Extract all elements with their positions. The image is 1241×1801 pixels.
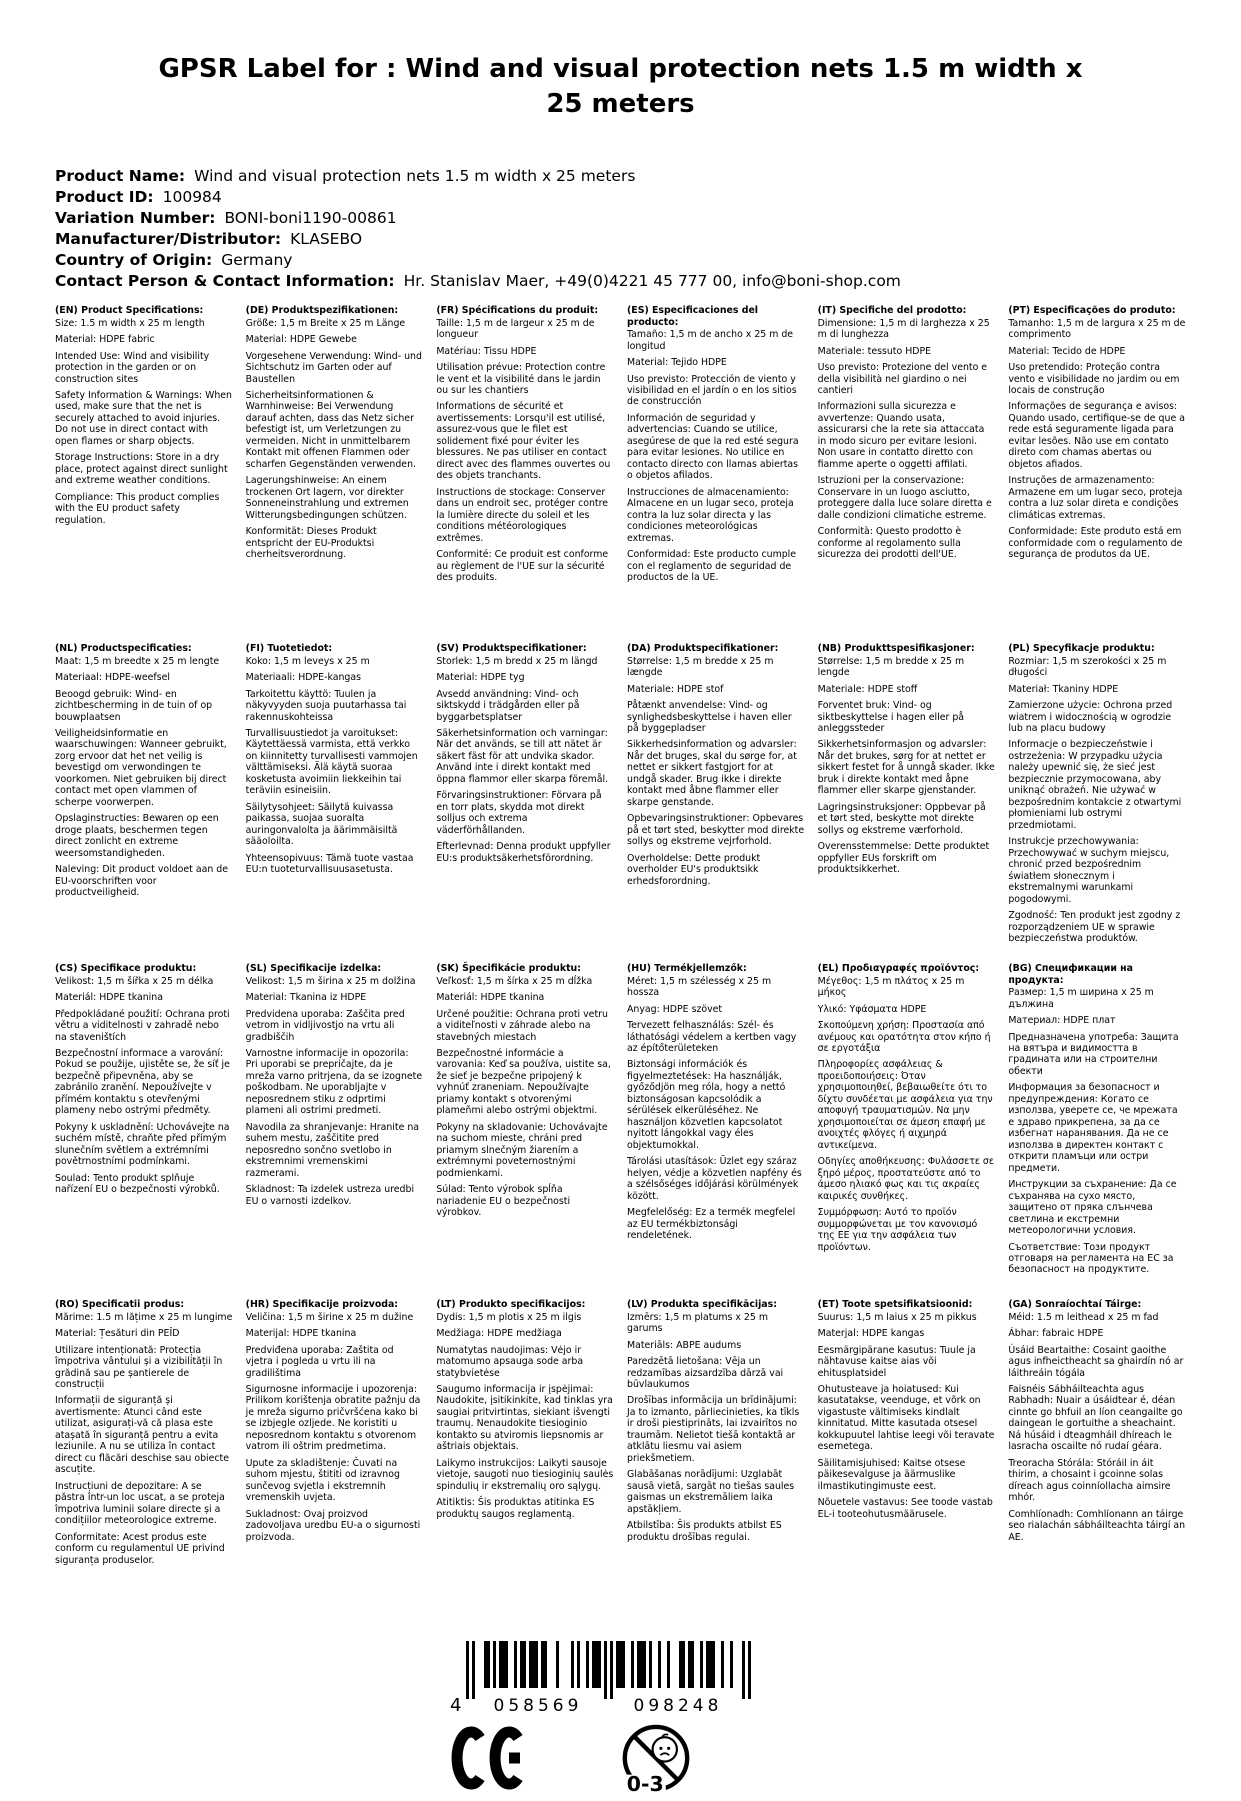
age-range-text: 0-3 bbox=[626, 1772, 664, 1797]
spec-block-title: (FI) Tuotetiedot: bbox=[245, 643, 333, 655]
spec-paragraph: Suurus: 1,5 m laius x 25 m pikkus bbox=[817, 1311, 977, 1323]
product-info-row bbox=[55, 273, 1186, 289]
spec-paragraph: Υλικό: Υφάσματα HDPE bbox=[817, 1003, 927, 1015]
product-info-row bbox=[55, 210, 1186, 226]
spec-paragraph: Material: HDPE fabric bbox=[55, 334, 155, 346]
spec-paragraph: Informații de siguranță și avertismente: Atunci când este utilizat, asigurați-vă că plasa este atașată în siguranță pentru a evita leziunile. A nu se utiliza în contact direct cu flăcări deschise sau obiecte ascuțite. bbox=[55, 1395, 229, 1476]
spec-paragraph: Biztonsági információk és figyelmeztetések: Ha használják, győződjön meg róla, hogy a nettó biztonságosan kapcsolódik a sérülések elkerüléséhez. Ne használjon közvetlen kapcsolatot nyitott lángokkal vagy éles objektumokkal. bbox=[627, 1059, 786, 1151]
spec-paragraph: Materiaali: HDPE-kangas bbox=[245, 672, 361, 684]
spec-paragraph: Sigurnosne informacije i upozorenja: Prilikom korištenja obratite pažnju da je mreža sigurno pričvršćena kako bi se izbjegle ozljede. Ne koristiti u neposrednom kontaktu s otvorenom vatrom ili oštrim predmetima. bbox=[245, 1384, 421, 1453]
spec-paragraph: Tamaño: 1,5 m de ancho x 25 m de longitud bbox=[627, 329, 794, 352]
spec-paragraph: Dimensione: 1,5 m di larghezza x 25 m di lunghezza bbox=[817, 317, 990, 341]
spec-paragraph: Material: Țesături din PEÎD bbox=[55, 1328, 180, 1340]
spec-paragraph: Materiál: HDPE tkanina bbox=[55, 992, 163, 1004]
spec-paragraph: Säilytysohjeet: Säilytä kuivassa paikassa, suojaa suoralta auringonvalolta ja äärimmäisiltä sääoloilta. bbox=[245, 801, 398, 848]
age-warning-0-3-icon bbox=[619, 1723, 693, 1801]
spec-paragraph: Atbilstība: Šis produkts atbilst ES produktu drošības regulai. bbox=[627, 1520, 782, 1543]
spec-paragraph: Soulad: Tento produkt splňuje nařízení EU o bezpečnosti výrobků. bbox=[55, 1172, 220, 1196]
spec-paragraph: Dydis: 1,5 m plotis x 25 m ilgis bbox=[436, 1311, 582, 1323]
spec-grid bbox=[55, 305, 1186, 1571]
spec-block-et bbox=[818, 1299, 996, 1571]
spec-paragraph: Utilisation prévue: Protection contre le vent et la visibilité dans le jardin ou sur les chantiers bbox=[436, 362, 606, 396]
spec-block-da bbox=[627, 643, 805, 963]
spec-paragraph: Predviđena uporaba: Zaštita od vjetra i pogleda u vrtu ili na gradilištima bbox=[245, 1344, 394, 1379]
field-value: KLASEBO bbox=[290, 230, 363, 249]
spec-paragraph: Izmērs: 1,5 m platums x 25 m garums bbox=[627, 1311, 768, 1335]
spec-paragraph: Lagerungshinweise: An einem trockenen Ort lagern, vor direkter Sonneneinstrahlung und extremen Witterungsbedingungen schützen. bbox=[245, 475, 409, 521]
spec-block-title: (PT) Especificações do produto: bbox=[1008, 305, 1176, 317]
spec-paragraph: Sikkerhetsinformasjon og advarsler: Når det brukes, sørg for at nettet er sikkert festet for å unngå skader. Ikke bruk i direkte kontakt med åpne flammer eller skarpe gjenstander. bbox=[817, 739, 995, 797]
spec-block-title: (BG) Спецификации на продукта: bbox=[1008, 963, 1133, 986]
spec-block-title: (EN) Product Specifications: bbox=[55, 305, 204, 317]
spec-paragraph: Uso pretendido: Proteção contra vento e visibilidade no jardim ou em locais de construção bbox=[1008, 362, 1180, 396]
spec-block-pl bbox=[1008, 643, 1186, 963]
spec-block-sv bbox=[436, 643, 614, 963]
spec-paragraph: Paredzētā lietošana: Vēja un redzamības aizsardzība dārzā vai būvlaukumos bbox=[627, 1356, 784, 1390]
spec-paragraph: Pokyny na skladovanie: Uchovávajte na suchom mieste, chráni pred priamym slnečným žiarením a extrémnymi poveternostnými podmienkami. bbox=[436, 1121, 608, 1179]
product-info-row bbox=[55, 189, 1186, 205]
spec-paragraph: Materjal: HDPE kangas bbox=[817, 1328, 925, 1340]
spec-block-lv bbox=[627, 1299, 805, 1571]
barcode-group2: 098248 bbox=[633, 1696, 723, 1717]
spec-paragraph: Súlad: Tento výrobok spĺňa nariadenie EU o bezpečnosti výrobkov. bbox=[436, 1184, 571, 1219]
spec-paragraph: Rozmiar: 1,5 m szerokości x 25 m długości bbox=[1008, 655, 1167, 679]
spec-paragraph: Sicherheitsinformationen & Warnhinweise: Bei Verwendung darauf achten, dass das Netz sicher befestigt ist, um Verletzungen zu vermeiden. Nicht in unmittelbarem Kontakt mit offenen Flammen oder scharfen Gegenständen verwenden. bbox=[245, 390, 416, 470]
spec-paragraph: Skladnost: Ta izdelek ustreza uredbi EU o varnosti izdelkov. bbox=[245, 1184, 415, 1207]
spec-paragraph: Informations de sécurité et avertissements: Lorsqu'il est utilisé, assurez-vous que le filet est solidement fixé pour éviter les blessures. Ne pas utiliser en contact direct avec des flammes ouvertes ou des objets tranchants. bbox=[436, 401, 611, 482]
spec-paragraph: Úsáid Beartaithe: Cosaint gaoithe agus infheictheacht sa ghairdín nó ar láithreáin tógála bbox=[1008, 1344, 1184, 1379]
spec-paragraph: Μέγεθος: 1,5 m πλάτος x 25 m μήκος bbox=[817, 975, 965, 999]
spec-paragraph: Tarkoitettu käyttö: Tuulen ja näkyvyyden suoja puutarhassa tai rakennuskohteissa bbox=[245, 688, 407, 723]
spec-paragraph: Yhteensopivuus: Tämä tuote vastaa EU:n tuoteturvallisuusasetusta. bbox=[245, 852, 414, 876]
ce-mark-icon bbox=[453, 1723, 533, 1793]
spec-paragraph: Uso previsto: Protección de viento y visibilidad en el jardín o en los sitios de construcción bbox=[627, 373, 797, 408]
spec-paragraph: Размер: 1,5 m ширина x 25 m дължина bbox=[1008, 987, 1154, 1010]
spec-block-en bbox=[55, 305, 233, 643]
spec-paragraph: Opslaginstructies: Bewaren op een droge plaats, beschermen tegen direct zonlicht en extreme weersomstandigheden. bbox=[55, 813, 219, 859]
product-info-row bbox=[55, 252, 1186, 268]
spec-paragraph: Съответствие: Този продукт отговаря на регламента на ЕС за безопасност на продуктите. bbox=[1008, 1241, 1174, 1276]
page-title: GPSR Label for : Wind and visual protection nets 1.5 m width x 25 meters bbox=[158, 54, 1083, 120]
spec-paragraph: Storage Instructions: Store in a dry place, protect against direct sunlight and extreme weather conditions. bbox=[55, 452, 228, 487]
spec-block-title: (CS) Specifikace produktu: bbox=[55, 963, 197, 975]
spec-paragraph: Vorgesehene Verwendung: Wind- und Sichtschutz im Garten oder auf Baustellen bbox=[245, 350, 422, 385]
spec-block-el bbox=[818, 963, 996, 1299]
field-label: Contact Person & Contact Information: bbox=[55, 272, 395, 291]
spec-paragraph: Информация за безопасност и предупреждения: Когато се използва, уверете се, че мрежата е здраво прикрепена, за да се избегнат наранявания. Да не се използва в директен контакт с открити пламъци или остри предмети. bbox=[1008, 1082, 1178, 1174]
spec-block-title: (LV) Produkta specifikācijas: bbox=[627, 1299, 777, 1311]
spec-paragraph: Nõuetele vastavus: See toode vastab EL-i tooteohutusmäärusele. bbox=[817, 1497, 993, 1520]
spec-paragraph: Conformidad: Este producto cumple con el reglamento de seguridad de productos de la UE. bbox=[627, 549, 797, 584]
spec-paragraph: Megfelelőség: Ez a termék megfelel az EU termékbiztonsági rendeletének. bbox=[627, 1207, 796, 1242]
spec-paragraph: Maat: 1,5 m breedte x 25 m lengte bbox=[55, 655, 220, 667]
spec-paragraph: Předpokládané použití: Ochrana proti větru a viditelnosti v zahradě nebo na staveništích bbox=[55, 1008, 230, 1043]
spec-paragraph: Bezpečnostní informace a varování: Pokud se použije, ujistěte se, že síť je bezpečně připevněna, aby se zabránilo zranění. Nepoužívejte v přímém kontaktu s otevřenými plameny nebo ostrými předměty. bbox=[55, 1048, 230, 1117]
spec-paragraph: Forventet bruk: Vind- og siktbeskyttelse i hagen eller på anleggssteder bbox=[817, 700, 965, 734]
spec-paragraph: Avsedd användning: Vind- och siktskydd i trädgården eller på byggarbetsplatser bbox=[436, 688, 580, 723]
spec-paragraph: Conformité: Ce produit est conforme au règlement de l'UE sur la sécurité des produits. bbox=[436, 549, 609, 584]
spec-paragraph: Materijal: HDPE tkanina bbox=[245, 1328, 357, 1340]
spec-paragraph: Upute za skladištenje: Čuvati na suhom mjestu, štititi od izravnog sunčevog svjetla i ekstremnih vremenskih uvjeta. bbox=[245, 1457, 400, 1504]
spec-paragraph: Instrucțiuni de depozitare: A se păstra într-un loc uscat, a se proteja împotriva luminii solare directe și a condițiilor meteorologice extreme. bbox=[55, 1480, 225, 1527]
spec-block-title: (LT) Produkto specifikacijos: bbox=[436, 1299, 586, 1311]
spec-paragraph: Material: Tkanina iz HDPE bbox=[245, 992, 367, 1004]
spec-block-nl bbox=[55, 643, 233, 963]
product-info-row bbox=[55, 231, 1186, 247]
spec-block-ro bbox=[55, 1299, 233, 1571]
spec-paragraph: Treoracha Stórála: Stóráil in áit thirim, a chosaint i gcoinne solas díreach agus coinníollacha aimsire mhór. bbox=[1008, 1457, 1171, 1504]
field-label: Product ID: bbox=[55, 188, 154, 207]
spec-block-title: (ET) Toote spetsifikatsioonid: bbox=[817, 1299, 973, 1311]
spec-paragraph: Beoogd gebruik: Wind- en zichtbescherming in de tuin of op bouwplaatsen bbox=[55, 688, 213, 723]
spec-paragraph: Storlek: 1,5 m bredd x 25 m längd bbox=[436, 655, 598, 667]
spec-paragraph: Material: HDPE tyg bbox=[436, 672, 525, 684]
spec-paragraph: Säkerhetsinformation och varningar: När det används, se till att nätet är säkert fäst för att undvika skador. Använd inte i direkt kontakt med öppna flammor eller skarpa föremål. bbox=[436, 728, 609, 785]
spec-paragraph: Turvallisuustiedot ja varoitukset: Käytettäessä varmista, että verkko on kiinnitetty turvallisesti vammojen välttämiseksi. Älä käytä suoraa kosketusta avoimiin liekkeihin tai teräviin esineisiin. bbox=[245, 728, 418, 797]
spec-block-title: (HR) Specifikacije proizvoda: bbox=[245, 1299, 399, 1311]
spec-paragraph: Zgodność: Ten produkt jest zgodny z rozporządzeniem UE w sprawie bezpieczeństwa produktów. bbox=[1008, 910, 1181, 944]
spec-paragraph: Veľkosť: 1,5 m šírka x 25 m dĺžka bbox=[436, 975, 593, 987]
spec-paragraph: Intended Use: Wind and visibility protection in the garden or on construction sites bbox=[55, 350, 210, 385]
spec-paragraph: Tamanho: 1,5 m de largura x 25 m de comprimento bbox=[1008, 317, 1186, 341]
spec-paragraph: Materiál: HDPE tkanina bbox=[436, 992, 545, 1004]
spec-block-title: (SV) Produktspecifikationer: bbox=[436, 643, 587, 655]
spec-paragraph: Navodila za shranjevanje: Hranite na suhem mestu, zaščitite pred neposredno sončno svetlobo in ekstremnimi vremenskimi razmerami. bbox=[245, 1121, 420, 1179]
spec-block-hr bbox=[246, 1299, 424, 1571]
spec-paragraph: Материал: HDPE плат bbox=[1008, 1015, 1116, 1027]
spec-paragraph: Veličina: 1,5 m širine x 25 m dužine bbox=[245, 1311, 414, 1323]
spec-paragraph: Informacje o bezpieczeństwie i ostrzeżenia: W przypadku użycia należy upewnić się, że sieć jest bezpiecznie przymocowana, aby uniknąć obrażeń. Nie używać w bezpośrednim kontakcie z otwartymi płomieniami lub ostrymi przedmiotami. bbox=[1008, 739, 1182, 831]
spec-paragraph: Información de seguridad y advertencias: Cuando se utilice, asegúrese de que la red esté segura para evitar lesiones. No utilice en contacto directo con llamas abiertas o objetos afilados. bbox=[627, 412, 799, 482]
spec-paragraph: Safety Information & Warnings: When used, make sure that the net is securely attached to avoid injuries. Do not use in direct contact with open flames or sharp objects. bbox=[55, 390, 232, 447]
barcode bbox=[448, 1641, 760, 1715]
spec-paragraph: Eesmärgipärane kasutus: Tuule ja nähtavuse kaitse aias või ehitusplatsidel bbox=[817, 1344, 976, 1379]
spec-paragraph: Инструкции за съхранение: Да се съхранява на сухо място, защитено от пряка слънчева светлина и екстремни метеорологични условия. bbox=[1008, 1179, 1177, 1237]
spec-paragraph: Instructions de stockage: Conserver dans un endroit sec, protéger contre la lumière directe du soleil et les conditions météorologiques extrêmes. bbox=[436, 486, 609, 544]
spec-paragraph: Material: Tejido HDPE bbox=[627, 357, 727, 369]
spec-block-title: (FR) Spécifications du produit: bbox=[436, 305, 599, 317]
spec-block-title: (SL) Specifikacije izdelka: bbox=[245, 963, 382, 975]
spec-paragraph: Tárolási utasítások: Üzlet egy száraz helyen, védje a közvetlen napfény és a szélsőséges időjárási körülmények között. bbox=[627, 1156, 802, 1202]
spec-paragraph: Ohutusteave ja hoiatused: Kui kasutatakse, veenduge, et võrk on vigastuste vältimiseks kindlalt kinnitatud. Mitte kasutada otsesel kokkupuutel lahtise leegi või teravate esemetega. bbox=[817, 1384, 995, 1453]
spec-paragraph: Mărime: 1.5 m lățime x 25 m lungime bbox=[55, 1311, 233, 1323]
spec-block-title: (HU) Termékjellemzők: bbox=[627, 963, 747, 975]
spec-paragraph: Laikymo instrukcijos: Laikyti sausoje vietoje, saugoti nuo tiesioginių saulės spindulių ir ekstremalių oro sąlygų. bbox=[436, 1457, 614, 1492]
field-value: Wind and visual protection nets 1.5 m width x 25 meters bbox=[194, 167, 636, 186]
spec-block-title: (NB) Produkttspesifikasjoner: bbox=[817, 643, 975, 655]
barcode-group1: 058569 bbox=[493, 1696, 583, 1717]
spec-paragraph: Lagringsinstruksjoner: Oppbevar på et tørt sted, beskytte mot direkte sollys og ekstreme værforhold. bbox=[817, 801, 986, 836]
spec-paragraph: Velikost: 1,5 m širina x 25 m dolžina bbox=[245, 975, 416, 987]
spec-paragraph: Comhlíonadh: Comhlíonann an táirge seo rialachán sábháilteachta táirgí an AE. bbox=[1008, 1508, 1186, 1543]
spec-block-sk bbox=[436, 963, 614, 1299]
spec-block-lt bbox=[436, 1299, 614, 1571]
spec-paragraph: Предназначена употреба: Защита на вятъра и видимостта в градината или на строителни обекти bbox=[1008, 1031, 1179, 1077]
spec-paragraph: Určené použitie: Ochrana proti vetru a viditeľnosti v záhrade alebo na stavebných miestach bbox=[436, 1008, 608, 1043]
barcode-digit-left: 4 bbox=[450, 1695, 462, 1717]
spec-block-it bbox=[818, 305, 996, 643]
spec-paragraph: Medžiaga: HDPE medžiaga bbox=[436, 1328, 562, 1340]
spec-paragraph: Conformitate: Acest produs este conform cu regulamentul UE privind siguranța produselor. bbox=[55, 1531, 225, 1566]
spec-paragraph: Informações de segurança e avisos: Quando usado, certifique-se de que a rede está seguramente ligada para evitar lesões. Não use em contato direto com chamas abertas ou objetos afiados. bbox=[1008, 401, 1185, 470]
field-label: Country of Origin: bbox=[55, 251, 213, 270]
spec-block-title: (RO) Specificatii produs: bbox=[55, 1299, 185, 1311]
spec-paragraph: Zamierzone użycie: Ochrona przed wiatrem i widocznością w ogrodzie lub na placu budowy bbox=[1008, 700, 1173, 734]
spec-paragraph: Material: Tecido de HDPE bbox=[1008, 345, 1126, 357]
barcode-icon bbox=[448, 1641, 760, 1715]
spec-paragraph: Størrelse: 1,5 m bredde x 25 m længde bbox=[627, 655, 774, 679]
spec-block-ga bbox=[1008, 1299, 1186, 1571]
spec-paragraph: Drošības informācija un brīdinājumi: Ja to izmanto, pārliecinieties, ka tīkls ir droši piestiprināts, lai izvairītos no traumām. Nelietot tiešā kontaktā ar atklātu liesmu vai asiem priekšmetiem. bbox=[627, 1395, 800, 1464]
spec-paragraph: Materiāls: ABPE audums bbox=[627, 1339, 742, 1351]
spec-block-title: (NL) Productspecificaties: bbox=[55, 643, 192, 655]
spec-block-pt bbox=[1008, 305, 1186, 643]
spec-paragraph: Velikost: 1,5 m šířka x 25 m délka bbox=[55, 975, 214, 987]
spec-block-title: (DA) Produktspecifikationer: bbox=[627, 643, 779, 655]
field-value: Hr. Stanislav Maer, +49(0)4221 45 777 00, info@boni-shop.com bbox=[403, 272, 901, 291]
spec-block-title: (DE) Produktspezifikationen: bbox=[245, 305, 399, 317]
spec-paragraph: Informazioni sulla sicurezza e avvertenze: Quando usata, assicurarsi che la rete sia attaccata in modo sicuro per evitare lesioni. Non usare in contatto diretto con fiamme aperte o oggetti affilati. bbox=[817, 401, 985, 470]
spec-block-title: (IT) Specifiche del prodotto: bbox=[817, 305, 967, 317]
compliance-marks bbox=[453, 1723, 1186, 1801]
spec-block-nb bbox=[818, 643, 996, 963]
spec-paragraph: Conformidade: Este produto está em conformidade com o regulamento de segurança de produtos da UE. bbox=[1008, 526, 1183, 561]
field-label: Manufacturer/Distributor: bbox=[55, 230, 282, 249]
spec-paragraph: Faisnéis Sábháilteachta agus Rabhadh: Nuair a úsáidtear é, déan cinnte go bhfuil an líon ceangailte go daingean le gortuithe a sheachaint. Ná húsáid i dteagmháil dhíreach le lasracha oscailte nó rudaí géara. bbox=[1008, 1384, 1183, 1453]
spec-paragraph: Sukladnost: Ovaj proizvod zadovoljava uredbu EU-a o sigurnosti proizvoda. bbox=[245, 1508, 421, 1543]
product-info bbox=[55, 168, 1186, 289]
spec-paragraph: Konformität: Dieses Produkt entspricht der EU-Produktsi cherheitsverordnung. bbox=[245, 526, 377, 561]
spec-paragraph: Förvaringsinstruktioner: Förvara på en torr plats, skydda mot direkt solljus och extrema väderförhållanden. bbox=[436, 790, 602, 836]
spec-paragraph: Instrucciones de almacenamiento: Almacene en un lugar seco, proteja contra la luz solar directa y las condiciones meteorológicas extremas. bbox=[627, 486, 794, 544]
spec-block-title: (SK) Špecifikácie produktu: bbox=[436, 963, 581, 975]
spec-paragraph: Veiligheidsinformatie en waarschuwingen: Wanneer gebruikt, zorg ervoor dat het net veilig is bevestigd om verwondingen te voorkomen. Niet gebruiken bij direct contact met open vlammen of scherpe voorwerpen. bbox=[55, 728, 227, 808]
spec-paragraph: Materiale: tessuto HDPE bbox=[817, 345, 932, 357]
spec-paragraph: Méid: 1.5 m leithead x 25 m fad bbox=[1008, 1311, 1159, 1323]
spec-paragraph: Materiał: Tkaniny HDPE bbox=[1008, 683, 1119, 695]
spec-paragraph: Opbevaringsinstruktioner: Opbevares på et tørt sted, beskytter mod direkte sollys og ekstreme vejrforhold. bbox=[627, 813, 805, 848]
spec-paragraph: Predvidena uporaba: Zaščita pred vetrom in vidljivostjo na vrtu ali gradbiščih bbox=[245, 1008, 405, 1043]
spec-block-es bbox=[627, 305, 805, 643]
spec-block-cs bbox=[55, 963, 233, 1299]
spec-block-title: (EL) Προδιαγραφές προϊόντος: bbox=[817, 963, 980, 975]
spec-paragraph: Glabāšanas norādījumi: Uzglabāt sausā vietā, sargāt no tiešas saules gaismas un ekstremāliem laika apstākļiem. bbox=[627, 1469, 795, 1515]
spec-paragraph: Instruções de armazenamento: Armazene em um lugar seco, proteja contra a luz solar direta e condições climáticas extremas. bbox=[1008, 475, 1183, 521]
spec-paragraph: Säilitamisjuhised: Kaitse otsese päikesevalguse ja äärmuslike ilmastikutingimuste eest. bbox=[817, 1457, 966, 1492]
spec-paragraph: Istruzioni per la conservazione: Conservare in un luogo asciutto, proteggere dalla luce solare diretta e dalle condizioni climatiche estreme. bbox=[817, 475, 992, 521]
spec-block-title: (GA) Sonraíochtaí Táirge: bbox=[1008, 1299, 1142, 1311]
field-value: 100984 bbox=[162, 188, 222, 207]
spec-paragraph: Saugumo informacija ir įspėjimai: Naudokite, įsitikinkite, kad tinklas yra saugiai pritvirtintas, siekiant išvengti traumų. Nenaudokite tiesioginio kontakto su atviromis liepsnomis ar aštriais objektais. bbox=[436, 1384, 613, 1453]
spec-paragraph: Οδηγίες αποθήκευσης: Φυλάσσετε σε ξηρό μέρος, προστατεύστε από το άμεσο ηλιακό φως και τις ακραίες καιρικές συνθήκες. bbox=[817, 1156, 994, 1202]
spec-paragraph: Matériau: Tissu HDPE bbox=[436, 345, 537, 357]
spec-paragraph: Sikkerhedsinformation og advarsler: Når det bruges, skal du sørge for, at nettet er sikkert fastgjort for at undgå skader. Brug ikke i direkte kontakt med åbne flammer eller skarpe genstande. bbox=[627, 739, 797, 808]
spec-block-bg bbox=[1008, 963, 1186, 1299]
spec-block-title: (PL) Specyfikacje produktu: bbox=[1008, 643, 1155, 655]
spec-paragraph: Bezpečnostné informácie a varovania: Keď sa používa, uistite sa, že sieť je bezpečne pripojený k vyhnúť zraneniam. Nepoužívajte priamy kontakt s otvorenými plameňmi alebo ostrými objektmi. bbox=[436, 1048, 611, 1117]
spec-paragraph: Σκοπούμενη χρήση: Προστασία από ανέμους και ορατότητα στον κήπο ή σε εργοτάξια bbox=[817, 1020, 991, 1054]
spec-paragraph: Conformità: Questo prodotto è conforme al regolamento sulla sicurezza dei prodotti dell'UE. bbox=[817, 526, 962, 561]
product-info-row bbox=[55, 168, 1186, 184]
spec-paragraph: Tervezett felhasználás: Szél- és láthatósági védelem a kertben vagy az építőterületeken bbox=[627, 1020, 797, 1054]
spec-paragraph: Πληροφορίες ασφάλειας & προειδοποιήσεις: Όταν χρησιμοποιηθεί, βεβαιωθείτε ότι το δίχτυ συνδέεται με ασφάλεια για την αποφυγή τραυματισμών. Να μην χρησιμοποιείται σε άμεση επαφή με ανοιχτές φλόγες ή αιχμηρά αντικείμενα. bbox=[817, 1059, 993, 1151]
spec-block-sl bbox=[246, 963, 424, 1299]
spec-paragraph: Atitiktis: Šis produktas atitinka ES produktų saugos reglamentą. bbox=[436, 1497, 595, 1520]
spec-paragraph: Overholdelse: Dette produkt overholder EU's produktsikk erhedsforordning. bbox=[627, 852, 761, 887]
spec-paragraph: Numatytas naudojimas: Vėjo ir matomumo apsauga sode arba statybvietėse bbox=[436, 1344, 584, 1379]
spec-paragraph: Größe: 1,5 m Breite x 25 m Länge bbox=[245, 317, 406, 329]
spec-paragraph: Efterlevnad: Denna produkt uppfyller EU:s produktsäkerhetsförordning. bbox=[436, 841, 611, 864]
spec-paragraph: Overensstemmelse: Dette produktet oppfyller EUs forskrift om produktsikkerhet. bbox=[817, 841, 990, 876]
field-value: BONI-boni1190-00861 bbox=[224, 209, 397, 228]
spec-paragraph: Ábhar: fabraic HDPE bbox=[1008, 1328, 1104, 1340]
spec-paragraph: Pokyny k uskladnění: Uchovávejte na suchém místě, chraňte před přímým slunečním světlem a extrémními povětrnostními podmínkami. bbox=[55, 1121, 230, 1168]
spec-paragraph: Varnostne informacije in opozorila: Pri uporabi se prepričajte, da je mreža varno pritrjena, da se izognete poškodbam. Ne uporabljajte v neposrednem stiku z odprtimi plameni ali ostrimi predmeti. bbox=[245, 1048, 423, 1117]
field-label: Variation Number: bbox=[55, 209, 216, 228]
spec-paragraph: Taille: 1,5 m de largeur x 25 m de longueur bbox=[436, 317, 595, 341]
spec-block-title: (ES) Especificaciones del producto: bbox=[627, 305, 759, 328]
spec-paragraph: Méret: 1,5 m szélesség x 25 m hossza bbox=[627, 975, 772, 999]
spec-paragraph: Størrelse: 1,5 m bredde x 25 m lengde bbox=[817, 655, 965, 679]
spec-paragraph: Compliance: This product complies with the EU product safety regulation. bbox=[55, 491, 220, 526]
spec-paragraph: Utilizare intenționată: Protecția împotriva vântului și a vizibilității în grădină sau pe șantierele de construcții bbox=[55, 1344, 223, 1390]
spec-paragraph: Koko: 1,5 m leveys x 25 m bbox=[245, 655, 370, 667]
baby-face-icon bbox=[653, 1737, 677, 1761]
spec-paragraph: Materiale: HDPE stoff bbox=[817, 683, 918, 695]
spec-paragraph: Material: HDPE Gewebe bbox=[245, 334, 357, 346]
spec-block-fi bbox=[246, 643, 424, 963]
field-label: Product Name: bbox=[55, 167, 186, 186]
spec-block-hu bbox=[627, 963, 805, 1299]
spec-paragraph: Size: 1.5 m width x 25 m length bbox=[55, 317, 205, 329]
spec-block-de bbox=[246, 305, 424, 643]
spec-paragraph: Materiale: HDPE stof bbox=[627, 683, 724, 695]
field-value: Germany bbox=[221, 251, 293, 270]
spec-block-fr bbox=[436, 305, 614, 643]
spec-paragraph: Naleving: Dit product voldoet aan de EU-voorschriften voor productveiligheid. bbox=[55, 864, 228, 899]
spec-paragraph: Materiaal: HDPE-weefsel bbox=[55, 672, 170, 684]
spec-paragraph: Instrukcje przechowywania: Przechowywać w suchym miejscu, chronić przed bezpośrednim światłem słonecznym i ekstremalnymi warunkami pogodowymi. bbox=[1008, 836, 1170, 905]
spec-paragraph: Påtænkt anvendelse: Vind- og synlighedsbeskyttelse i haven eller på byggepladser bbox=[627, 700, 792, 734]
spec-paragraph: Συμμόρφωση: Αυτό το προϊόν συμμορφώνεται με τον κανονισμό της ΕΕ για την ασφάλεια των προϊόντων. bbox=[817, 1207, 978, 1253]
spec-paragraph: Anyag: HDPE szövet bbox=[627, 1003, 723, 1015]
spec-paragraph: Uso previsto: Protezione del vento e della visibilità nel giardino o nei cantieri bbox=[817, 362, 988, 396]
